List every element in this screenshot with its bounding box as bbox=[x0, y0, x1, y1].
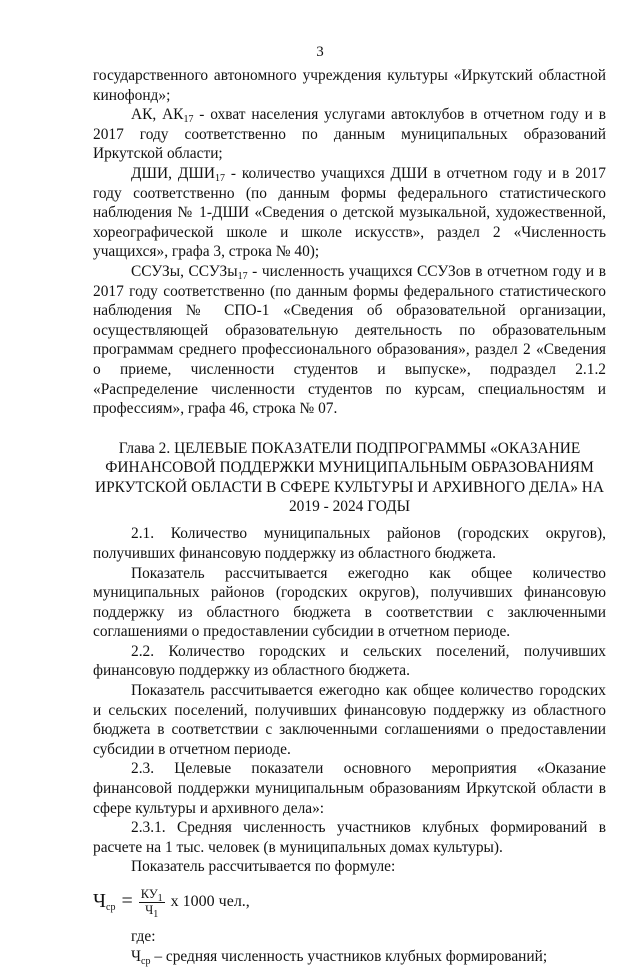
definition-term-sub: ср bbox=[141, 955, 151, 967]
page-number: 3 bbox=[316, 44, 324, 60]
section-2-1: 2.1. Количество муниципальных районов (городских округов), получивших финансовую поддержку из областного бюджета. bbox=[93, 525, 606, 562]
section-2-3-1: 2.3.1. Средняя численность участников клубных формирований в расчете на 1 тыс. человек (в муниципальных домах культуры). bbox=[93, 819, 606, 856]
term-ak: АК, АК bbox=[131, 106, 184, 124]
definition-chsr bbox=[93, 947, 606, 967]
term-ssuz-sub: 17 bbox=[237, 270, 248, 282]
document-body bbox=[93, 66, 606, 966]
formula-lhs-sub: ср bbox=[106, 902, 116, 914]
definition-term: Ч bbox=[131, 947, 142, 965]
formula-numerator-main: КУ bbox=[140, 886, 158, 901]
formula-equals: = bbox=[121, 890, 133, 913]
term-dshi-sub: 17 bbox=[215, 172, 225, 184]
term-ssuz: ССУЗы, ССУЗы bbox=[131, 262, 238, 280]
formula-fraction bbox=[139, 887, 165, 918]
definition-text: – средняя численность участников клубных формирований; bbox=[150, 947, 548, 965]
section-2-2: 2.2. Количество городских и сельских поселений, получивших финансовую поддержку из областного бюджета. bbox=[93, 642, 606, 680]
section-2-3: 2.3. Целевые показатели основного мероприятия «Оказание финансовой поддержки муниципальным образованиям Иркутской области в сфере культуры и архивного дела»: bbox=[93, 760, 606, 817]
paragraph-dshi bbox=[93, 164, 606, 262]
formula-denominator-main: Ч bbox=[145, 902, 154, 917]
formula bbox=[93, 879, 606, 925]
chapter-heading: Глава 2. ЦЕЛЕВЫЕ ПОКАЗАТЕЛИ ПОДПРОГРАММЫ «ОКАЗАНИЕ ФИНАНСОВОЙ ПОДДЕРЖКИ МУНИЦИПАЛЬНЫМ ОБРАЗОВАНИЯМ ИРКУТСКОЙ ОБЛАСТИ В СФЕРЕ КУЛЬТУРЫ И АРХИВНОГО ДЕЛА» НА 2019 - 2024 ГОДЫ bbox=[94, 439, 604, 515]
paragraph-kinofond: государственного автономного учреждения культуры «Иркутский областной кинофонд»; bbox=[93, 67, 606, 104]
formula-denominator-sub: 1 bbox=[153, 908, 159, 920]
formula-lhs bbox=[93, 892, 115, 912]
paragraph-ssuz bbox=[93, 262, 606, 419]
section-2-1-description: Показатель рассчитывается ежегодно как общее количество муниципальных районов (городских округов), получивших финансовую поддержку из областного бюджета в соответствии с заключенными соглашениями о предоставлении субсидии в отчетном периоде. bbox=[93, 564, 606, 641]
paragraph-ssuz-text: - численность учащихся ССУЗов в отчетном году и в 2017 году соответственно (по данным формы федерального статистического наблюдения № СПО-1 «Сведения об образовательной организации, осуществляющей образовательную деятельность по образовательным программам среднего профессионального образования», раздел 2 «Сведения о приеме, численности студентов и выпуске», подраздел 2.1.2 «Распределение численности студентов по курсам, специальностям и профессиям», графа 46, строка № 07. bbox=[93, 262, 606, 418]
formula-lhs-main: Ч bbox=[93, 890, 106, 913]
formula-tail: x 1000 чел., bbox=[170, 893, 250, 911]
paragraph-ak bbox=[93, 105, 606, 164]
section-2-2-description: Показатель рассчитывается ежегодно как общее количество городских и сельских поселений, получивших финансовую поддержку из областного бюджета в соответствии с заключенными соглашениями о предоставлении субсидии в отчетном периоде. bbox=[93, 682, 606, 758]
term-ak-sub: 17 bbox=[183, 114, 194, 126]
formula-intro: Показатель рассчитывается по формуле: bbox=[131, 858, 396, 876]
formula-numerator-sub: 1 bbox=[157, 892, 163, 904]
paragraph-ak-text: - охват населения услугами автоклубов в отчетном году и в 2017 году соответственно по данным муниципальных образований Иркутской области; bbox=[93, 106, 606, 163]
formula-numerator bbox=[139, 887, 165, 903]
paragraph-dshi-text: - количество учащихся ДШИ в отчетном году и в 2017 году соответственно (по данным формы федерального статистического наблюдения № 1-ДШИ «Сведения о детской музыкальной, художественной, хореографической школе и школе искусств», раздел 2 «Численность учащихся», графа 3, строка № 40); bbox=[93, 164, 606, 261]
where-label: где: bbox=[131, 928, 156, 945]
term-dshi: ДШИ, ДШИ bbox=[131, 164, 215, 182]
